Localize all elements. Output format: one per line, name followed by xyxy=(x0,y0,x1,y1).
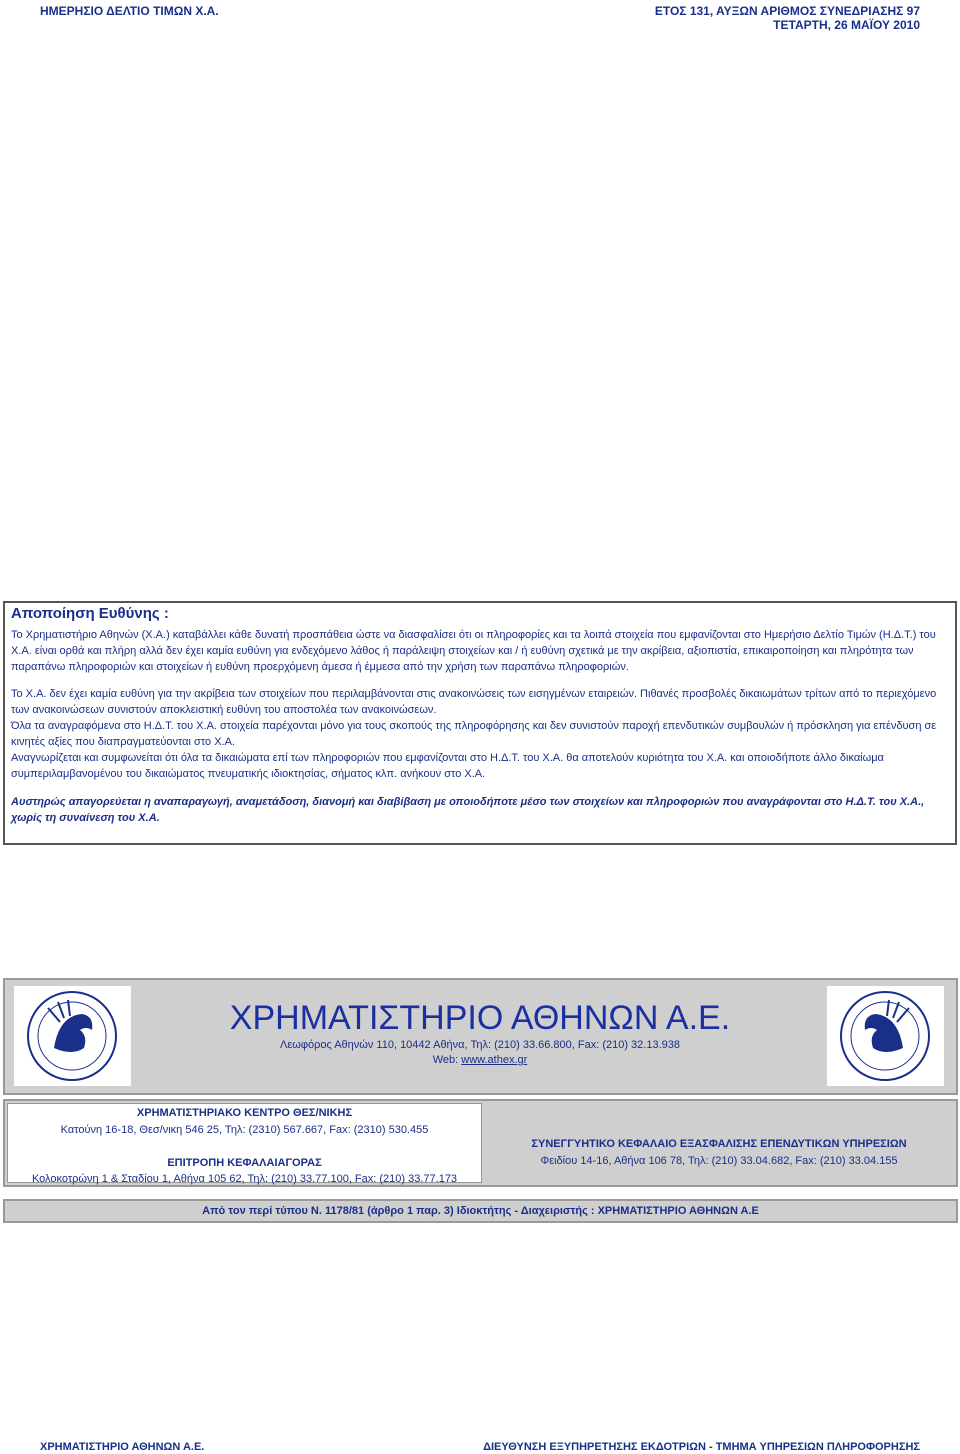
disclaimer-box xyxy=(3,601,957,845)
capital-market-commission-heading: ΕΠΙΤΡΟΠΗ ΚΕΦΑΛΑΙΑΓΟΡΑΣ xyxy=(167,1157,322,1169)
offices-left xyxy=(7,1103,482,1183)
disclaimer-paragraph-2: Το Χ.Α. δεν έχει καμία ευθύνη για την ακρίβεια των στοιχείων που περιλαμβάνονται στις ανακοινώσεις των εισηγμένων εταιρειών. Πιθανές προσβολές δικαιωμάτων τρίτων από το περιεχόμενο των ανακοινώσεων συνιστούν αποκλειστική ευθύνη του αποστολέα των ανακοινώσεων. xyxy=(11,688,937,716)
disclaimer-paragraph-1: Το Χρηματιστήριο Αθηνών (Χ.Α.) καταβάλλει κάθε δυνατή προσπάθεια ώστε να διασφαλίσει ότι οι πληροφορίες και τα λοιπά στοιχεία που εμφανίζονται στο Ημερήσιο Δελτίο Τιμών (Η.Δ.Τ.) του Χ.Α. είναι ορθά και πλήρη αλλά δεν έχει καμία ευθύνη για ενδεχόμενο λάθος ή παράλειψη στοιχείων και / ή ευθύνη σχετικά με την ακρίβεια, αξιοπιστία, επικαιροποίηση και πληρότητα των παραπάνω πληροφοριών και στοιχείων ή ευθύνη προερχόμενη άμεσα ή έμμεσα από την χρήση των παραπάνω πληροφοριών. xyxy=(11,629,936,673)
press-law-notice: Από τον περί τύπου Ν. 1178/81 (άρθρο 1 παρ. 3) Ιδιοκτήτης - Διαχειριστής : ΧΡΗΜΑΤΙΣΤΗΡΙΟ ΑΘΗΝΩΝ Α.Ε xyxy=(3,1199,958,1223)
offices-panel xyxy=(3,1099,958,1187)
hermes-seal-icon xyxy=(14,986,131,1086)
capital-market-commission-address: Κολοκοτρώνη 1 & Σταδίου 1, Αθήνα 105 62, Τηλ: (210) 33.77.100, Fax: (210) 33.77.173 xyxy=(31,1173,458,1185)
banner-web-label: Web: xyxy=(432,1054,462,1066)
thessaloniki-center-address: Κατούνη 16-18, Θεσ/νικη 546 25, Τηλ: (2310) 567.667, Fax: (2310) 530.455 xyxy=(60,1124,429,1136)
banner-web xyxy=(155,1053,805,1067)
athex-banner xyxy=(3,978,958,1095)
banner-web-link[interactable]: www.athex.gr xyxy=(461,1054,528,1066)
footer-left: ΧΡΗΜΑΤΙΣΤΗΡΙΟ ΑΘΗΝΩΝ Α.Ε. xyxy=(40,1441,205,1453)
offices-right xyxy=(484,1103,954,1183)
guarantee-fund-address: Φειδίου 14-16, Αθήνα 106 78, Τηλ: (210) 33.04.682, Fax: (210) 33.04.155 xyxy=(540,1155,898,1167)
disclaimer-warning: Αυστηρώς απαγορεύεται η αναπαραγωγή, αναμετάδοση, διανομή και διαβίβαση με οποιοδήποτε μέσο των στοιχείων και πληροφοριών που αναγράφονται στο Η.Δ.Τ. του Χ.Α., χωρίς τη συναίνεση του Χ.Α. xyxy=(11,796,925,824)
hermes-seal-icon xyxy=(827,986,944,1086)
footer-right: ΔΙΕΥΘΥΝΣΗ ΕΞΥΠΗΡΕΤΗΣΗΣ ΕΚΔΟΤΡΙΩΝ - ΤΜΗΜΑ ΥΠΗΡΕΣΙΩΝ ΠΛΗΡΟΦΟΡΗΣΗΣ xyxy=(483,1441,920,1453)
banner-center xyxy=(155,998,805,1067)
disclaimer-body xyxy=(11,627,946,826)
banner-title: ΧΡΗΜΑΤΙΣΤΗΡΙΟ ΑΘΗΝΩΝ Α.Ε. xyxy=(229,999,731,1037)
guarantee-fund-heading: ΣΥΝΕΓΓΥΗΤΙΚΟ ΚΕΦΑΛΑΙΟ ΕΞΑΣΦΑΛΙΣΗΣ ΕΠΕΝΔΥΤΙΚΩΝ ΥΠΗΡΕΣΙΩΝ xyxy=(531,1138,907,1150)
disclaimer-title: Αποποίηση Ευθύνης : xyxy=(11,605,169,622)
header-left-title: ΗΜΕΡΗΣΙΟ ΔΕΛΤΙΟ ΤΙΜΩΝ Χ.Α. xyxy=(40,4,219,18)
disclaimer-paragraph-3: Όλα τα αναγραφόμενα στο Η.Δ.Τ. του Χ.Α. στοιχεία παρέχονται μόνο για τους σκοπούς της πληροφόρησης και δεν συνιστούν παροχή επενδυτικών συμβουλών ή πρόσκληση για επένδυση σε κινητές αξίες που διαπραγματεύονται στο Χ.Α. xyxy=(11,720,937,748)
disclaimer-paragraph-4: Αναγνωρίζεται και συμφωνείται ότι όλα τα δικαιώματα επί των πληροφοριών που εμφανίζονται στο Η.Δ.Τ. του Χ.Α. θα αποτελούν κυριότητα του Χ.Α. και οποιοδήποτε άλλο δικαίωμα συμπεριλαμβανομένου του δικαιώματος πνευματικής ιδιοκτησίας, σήματος κλπ. ανήκουν στο Χ.Α. xyxy=(11,752,884,780)
header-right xyxy=(655,4,920,32)
header-issue-line: ΕΤΟΣ 131, ΑΥΞΩΝ ΑΡΙΘΜΟΣ ΣΥΝΕΔΡΙΑΣΗΣ 97 xyxy=(654,4,920,18)
thessaloniki-center-heading: ΧΡΗΜΑΤΙΣΤΗΡΙΑΚΟ ΚΕΝΤΡΟ ΘΕΣ/ΝΙΚΗΣ xyxy=(136,1107,353,1119)
banner-address: Λεωφόρος Αθηνών 110, 10442 Αθήνα, Τηλ: (210) 33.66.800, Fax: (210) 32.13.938 xyxy=(279,1039,680,1051)
header-date-line: ΤΕΤΑΡΤΗ, 26 ΜΑΪΟΥ 2010 xyxy=(773,18,920,32)
